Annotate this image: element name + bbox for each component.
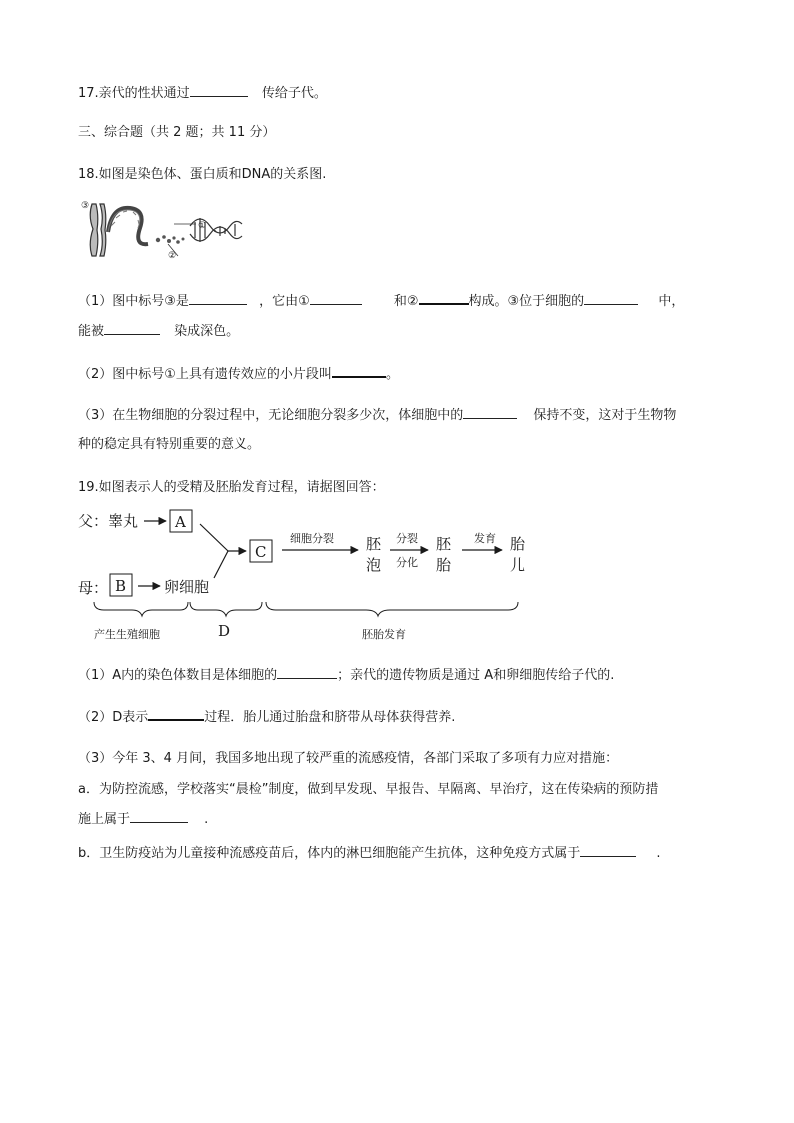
- q19-part-1: [78, 666, 614, 685]
- q19-part-3-a-line-1: a．为防控流感，学校落实“晨检”制度，做到早发现、早报告、早隔离、早治疗，这在传染病的预防措: [78, 782, 659, 797]
- q17-blank[interactable]: [190, 84, 248, 97]
- brace-produce-gametes-label: 产生生殖细胞: [94, 628, 160, 641]
- q19-part-3-intro: （3）今年 3、4 月间，我国多地出现了较严重的流感疫情，各部门采取了多项有力应对措施：: [78, 751, 619, 766]
- embryo-label-2: 胎: [436, 556, 452, 574]
- q18-p2-blank[interactable]: [332, 364, 386, 378]
- question-19-stem: 19.如图表示人的受精及胚胎发育过程，请据图回答：: [78, 480, 385, 495]
- q18-p2-text-a: （2）图中标号①上具有遗传效应的小片段叫: [78, 367, 332, 382]
- label-1: ①: [198, 221, 207, 231]
- chromosome-diagram-svg: [78, 196, 248, 268]
- question-18-stem: 18.如图是染色体、蛋白质和DNA的关系图.: [78, 167, 327, 182]
- q19-part-2: [78, 707, 455, 727]
- q18-part-2: [78, 364, 399, 384]
- q18-p2-text-b: 。: [385, 367, 399, 382]
- arrow-differentiation-label: 分化: [396, 556, 418, 569]
- q18-p1-text-a: （1）图中标号③是: [78, 294, 189, 309]
- q17-text-post: 传给子代。: [261, 86, 327, 101]
- arrow-development-label: 发育: [474, 532, 496, 545]
- q19-p1-text-b: ；亲代的遗传物质是通过 A和卵细胞传给子代的.: [337, 668, 615, 683]
- box-b-label: B: [115, 577, 127, 595]
- arrow-division-label: 分裂: [396, 532, 418, 545]
- blastocyst-label-1: 胚: [366, 535, 382, 553]
- q19-p1-text-a: （1）A内的染色体数目是体细胞的: [78, 668, 278, 683]
- father-testis-label: 父：睾丸: [78, 512, 139, 530]
- q19-p3-b-blank[interactable]: [580, 844, 636, 857]
- q18-p1-text-d: 构成。③位于细胞的: [468, 294, 585, 309]
- q19-p2-text-a: （2）D表示: [78, 710, 149, 725]
- braces: [94, 602, 518, 616]
- q18-p3-text-b: 保持不变，这对于生物物: [533, 408, 677, 423]
- q19-p1-blank[interactable]: [277, 666, 337, 679]
- label-3: ③: [81, 201, 90, 211]
- q18-part-3-line-1: [78, 406, 676, 425]
- q19-p3-b-text: b．卫生防疫站为儿童接种流感疫苗后，体内的淋巴细胞能产生抗体，这种免疫方式属于: [78, 846, 581, 861]
- box-c-label: C: [255, 543, 267, 561]
- q18-p1-text-f: 能被: [78, 324, 105, 339]
- q17-text-pre: 17.亲代的性状通过: [78, 86, 190, 101]
- fetus-label-2: 儿: [510, 556, 526, 574]
- mother-label: 母：: [78, 579, 109, 597]
- q18-p1-blank-5[interactable]: [104, 322, 160, 335]
- q18-p1-text-b: ，它由①: [259, 294, 310, 309]
- q19-part-3-b: [78, 844, 661, 863]
- q19-p2-blank[interactable]: [148, 707, 204, 721]
- q18-p1-blank-1[interactable]: [189, 292, 247, 305]
- label-2: ②: [168, 251, 177, 261]
- q18-part-1-line-1: [78, 291, 684, 311]
- arrow-cell-division-label: 细胞分裂: [290, 532, 334, 545]
- embryo-label-1: 胚: [436, 535, 452, 553]
- q19-p3-a-blank[interactable]: [130, 810, 188, 823]
- protein-dots: [156, 235, 185, 244]
- q18-part-3-line-2: 种的稳定具有特别重要的意义。: [78, 437, 261, 452]
- box-a-label: A: [175, 513, 186, 531]
- chromosome-diagram: [78, 196, 248, 268]
- q18-p1-text-c: 和②: [393, 294, 419, 309]
- fertilization-flow-diagram: [76, 504, 536, 644]
- blastocyst-label-2: 泡: [366, 556, 382, 574]
- brace-embryo-development-label: 胚胎发育: [362, 628, 406, 641]
- fetus-label-1: 胎: [510, 535, 526, 553]
- q18-p1-blank-2[interactable]: [310, 292, 362, 305]
- chromosome-shape: [90, 204, 106, 256]
- q19-p3-b-end: .: [656, 846, 661, 861]
- q18-p1-text-g: 染成深色。: [174, 324, 240, 339]
- q18-p3-blank[interactable]: [463, 406, 517, 419]
- q19-p3-a-text: 施上属于: [78, 812, 131, 827]
- question-17: [78, 84, 327, 103]
- q19-p2-text-b: 过程．胎儿通过胎盘和脐带从母体获得营养.: [204, 710, 456, 725]
- q19-part-3-a-line-2: [78, 810, 208, 829]
- q18-p1-blank-4[interactable]: [584, 292, 638, 305]
- q18-p3-text-a: （3）在生物细胞的分裂过程中，无论细胞分裂多少次，体细胞中的: [78, 408, 464, 423]
- q18-p1-text-e: 中，: [658, 294, 685, 309]
- q18-p1-blank-3[interactable]: [419, 291, 469, 305]
- brace-d-label: D: [218, 622, 231, 640]
- coiled-dna: [108, 208, 148, 244]
- fertilization-flow-svg: [76, 504, 536, 644]
- section-3-title: 三、综合题（共 2 题；共 11 分）: [78, 125, 276, 140]
- egg-cell-label: 卵细胞: [164, 578, 210, 596]
- q19-p3-a-end: .: [204, 812, 209, 827]
- q18-part-1-line-2: [78, 322, 239, 341]
